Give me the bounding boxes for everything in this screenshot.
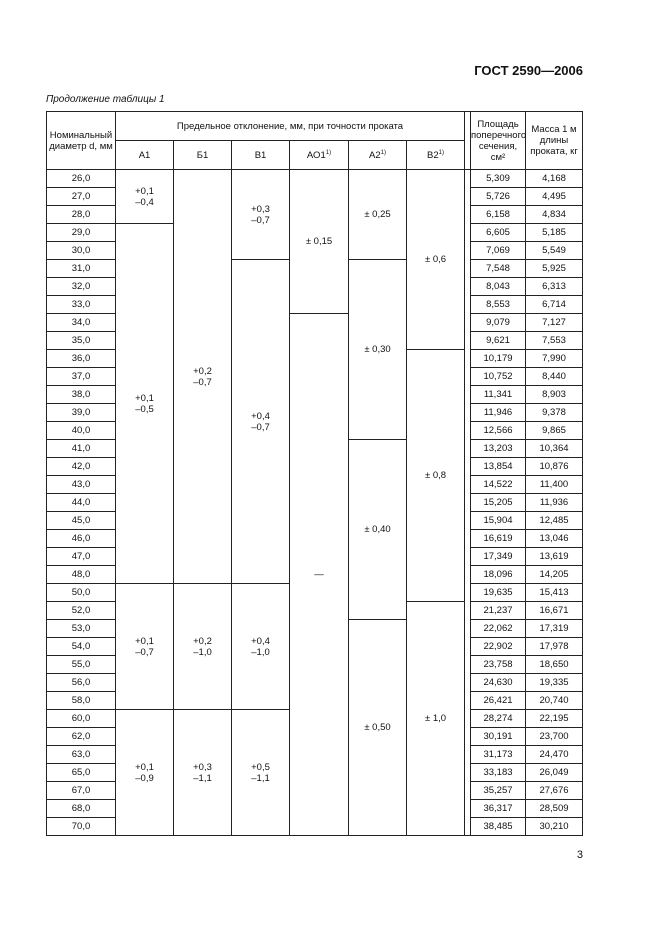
- diameter-cell: 70,0: [47, 818, 116, 836]
- mass-cell: 4,834: [526, 206, 583, 224]
- diameter-cell: 38,0: [47, 386, 116, 404]
- mass-cell: 4,168: [526, 170, 583, 188]
- upper-deviation: +0,2: [193, 365, 212, 377]
- diameter-cell: 62,0: [47, 728, 116, 746]
- area-cell: 13,203: [471, 440, 526, 458]
- mass-cell: 10,364: [526, 440, 583, 458]
- area-cell: 28,274: [471, 710, 526, 728]
- area-cell: 16,619: [471, 530, 526, 548]
- area-cell: 19,635: [471, 584, 526, 602]
- area-cell: 8,043: [471, 278, 526, 296]
- class-header-ao1: АО1$^{1)}$: [290, 141, 349, 170]
- tolerance-cell-a1: [116, 170, 174, 224]
- diameter-cell: 50,0: [47, 584, 116, 602]
- diameter-cell: 47,0: [47, 548, 116, 566]
- diameter-cell: 58,0: [47, 692, 116, 710]
- lower-deviation: –0,5: [135, 403, 154, 415]
- upper-deviation: +0,1: [135, 392, 154, 404]
- mass-cell: 7,553: [526, 332, 583, 350]
- table-row: [47, 170, 583, 188]
- area-cell: 18,096: [471, 566, 526, 584]
- mass-cell: 14,205: [526, 566, 583, 584]
- area-cell: 26,421: [471, 692, 526, 710]
- mass-cell: 13,046: [526, 530, 583, 548]
- diameter-cell: 52,0: [47, 602, 116, 620]
- tolerance-cell-a2: ± 0,50: [349, 620, 407, 836]
- tolerance-cell-b2: ± 1,0: [407, 602, 465, 836]
- tolerance-cell-b2: ± 0,6: [407, 170, 465, 350]
- diameter-cell: 29,0: [47, 224, 116, 242]
- area-cell: 17,349: [471, 548, 526, 566]
- upper-deviation: +0,4: [251, 410, 270, 422]
- mass-cell: 13,619: [526, 548, 583, 566]
- lower-deviation: –0,7: [251, 421, 270, 433]
- area-cell: 15,205: [471, 494, 526, 512]
- mass-cell: 17,319: [526, 620, 583, 638]
- class-header-a1: А1: [116, 141, 174, 170]
- diameter-cell: 34,0: [47, 314, 116, 332]
- mass-cell: 11,400: [526, 476, 583, 494]
- area-cell: 33,183: [471, 764, 526, 782]
- table-body: [47, 170, 583, 836]
- mass-cell: 30,210: [526, 818, 583, 836]
- diameter-cell: 56,0: [47, 674, 116, 692]
- tolerance-cell-ao1: ± 0,15: [290, 170, 349, 314]
- footnote-mark: 1): [325, 149, 332, 156]
- area-cell: 38,485: [471, 818, 526, 836]
- diameter-cell: 60,0: [47, 710, 116, 728]
- lower-deviation: –0,4: [135, 196, 154, 208]
- mass-cell: 17,978: [526, 638, 583, 656]
- lower-deviation: –1,1: [193, 772, 212, 784]
- area-cell: 10,179: [471, 350, 526, 368]
- area-cell: 14,522: [471, 476, 526, 494]
- class-header-v1: В1: [232, 141, 290, 170]
- mass-cell: 20,740: [526, 692, 583, 710]
- upper-deviation: +0,4: [251, 635, 270, 647]
- upper-deviation: +0,3: [193, 761, 212, 773]
- area-cell: 6,605: [471, 224, 526, 242]
- diameter-cell: 65,0: [47, 764, 116, 782]
- upper-deviation: +0,1: [135, 185, 154, 197]
- area-cell: 9,621: [471, 332, 526, 350]
- upper-deviation: +0,1: [135, 635, 154, 647]
- upper-deviation: +0,5: [251, 761, 270, 773]
- mass-cell: 15,413: [526, 584, 583, 602]
- area-cell: 30,191: [471, 728, 526, 746]
- diameter-cell: 35,0: [47, 332, 116, 350]
- mass-cell: 7,990: [526, 350, 583, 368]
- area-cell: 5,309: [471, 170, 526, 188]
- mass-cell: 8,903: [526, 386, 583, 404]
- diameter-cell: 37,0: [47, 368, 116, 386]
- mass-cell: 28,509: [526, 800, 583, 818]
- tolerance-cell-a2: ± 0,40: [349, 440, 407, 620]
- area-cell: 7,069: [471, 242, 526, 260]
- mass-cell: 23,700: [526, 728, 583, 746]
- footnote-mark: 1): [380, 149, 386, 156]
- area-cell: 10,752: [471, 368, 526, 386]
- tolerance-cell-a1: [116, 710, 174, 836]
- area-cell: 31,173: [471, 746, 526, 764]
- area-cell: 24,630: [471, 674, 526, 692]
- lower-deviation: –1,0: [193, 646, 212, 658]
- diameter-cell: 26,0: [47, 170, 116, 188]
- mass-cell: 9,378: [526, 404, 583, 422]
- tolerance-cell-v1: [232, 584, 290, 710]
- diameter-cell: 68,0: [47, 800, 116, 818]
- diameter-cell: 41,0: [47, 440, 116, 458]
- area-cell: 22,062: [471, 620, 526, 638]
- area-cell: 21,237: [471, 602, 526, 620]
- diameter-cell: 27,0: [47, 188, 116, 206]
- tolerance-cell-v1: [232, 260, 290, 584]
- mass-cell: 11,936: [526, 494, 583, 512]
- mass-cell: 7,127: [526, 314, 583, 332]
- mass-cell: 10,876: [526, 458, 583, 476]
- class-header-b2: В2$^{1)}$: [407, 141, 465, 170]
- page-number: 3: [576, 849, 583, 861]
- diameter-cell: 55,0: [47, 656, 116, 674]
- upper-deviation: +0,2: [193, 635, 212, 647]
- tolerance-cell-v1: [232, 170, 290, 260]
- mass-cell: 19,335: [526, 674, 583, 692]
- diameter-cell: 36,0: [47, 350, 116, 368]
- diameter-cell: 53,0: [47, 620, 116, 638]
- area-cell: 15,904: [471, 512, 526, 530]
- diameter-cell: 48,0: [47, 566, 116, 584]
- lower-deviation: –0,7: [251, 214, 270, 226]
- mass-cell: 18,650: [526, 656, 583, 674]
- lower-deviation: –1,0: [251, 646, 270, 658]
- area-cell: 9,079: [471, 314, 526, 332]
- class-header-a2: А2$^{1)}$: [349, 141, 407, 170]
- upper-deviation: +0,1: [135, 761, 154, 773]
- diameter-cell: 33,0: [47, 296, 116, 314]
- diameter-cell: 28,0: [47, 206, 116, 224]
- tolerance-cell-b2: ± 0,8: [407, 350, 465, 602]
- tolerance-cell-v1: [232, 710, 290, 836]
- lower-deviation: –1,1: [251, 772, 270, 784]
- tolerance-cell-a1: [116, 584, 174, 710]
- mass-cell: 4,495: [526, 188, 583, 206]
- mass-cell: 22,195: [526, 710, 583, 728]
- lower-deviation: –0,9: [135, 772, 154, 784]
- area-cell: 13,854: [471, 458, 526, 476]
- diameter-cell: 43,0: [47, 476, 116, 494]
- tolerance-cell-b1: [174, 584, 232, 710]
- diameter-cell: 32,0: [47, 278, 116, 296]
- diameter-cell: 67,0: [47, 782, 116, 800]
- area-cell: 23,758: [471, 656, 526, 674]
- area-cell: 22,902: [471, 638, 526, 656]
- deviation-group-header: Предельное отклонение, мм, при точности проката: [116, 112, 465, 141]
- area-cell: 6,158: [471, 206, 526, 224]
- mass-cell: 27,676: [526, 782, 583, 800]
- diameter-cell: 40,0: [47, 422, 116, 440]
- area-cell: 7,548: [471, 260, 526, 278]
- diameter-cell: 45,0: [47, 512, 116, 530]
- tolerance-table: [46, 111, 583, 836]
- footnote-mark: 1): [438, 149, 444, 156]
- lower-deviation: –0,7: [193, 376, 212, 388]
- document-id: ГОСТ 2590—2006: [474, 63, 583, 78]
- diameter-cell: 30,0: [47, 242, 116, 260]
- diameter-cell: 31,0: [47, 260, 116, 278]
- mass-header: Масса 1 м длины проката, кг: [526, 112, 583, 170]
- area-cell: 35,257: [471, 782, 526, 800]
- mass-cell: 8,440: [526, 368, 583, 386]
- tolerance-cell-a1: [116, 224, 174, 584]
- area-header: Площадь поперечного сечения, см²: [471, 112, 526, 170]
- tolerance-cell-b1: [174, 170, 232, 584]
- diameter-cell: 42,0: [47, 458, 116, 476]
- diameter-cell: 44,0: [47, 494, 116, 512]
- mass-cell: 5,549: [526, 242, 583, 260]
- mass-cell: 12,485: [526, 512, 583, 530]
- area-cell: 36,317: [471, 800, 526, 818]
- diameter-cell: 54,0: [47, 638, 116, 656]
- area-cell: 11,946: [471, 404, 526, 422]
- mass-cell: 6,714: [526, 296, 583, 314]
- area-cell: 11,341: [471, 386, 526, 404]
- table-caption: Продолжение таблицы 1: [46, 94, 165, 105]
- diameter-cell: 46,0: [47, 530, 116, 548]
- diameter-cell: 39,0: [47, 404, 116, 422]
- mass-cell: 26,049: [526, 764, 583, 782]
- area-cell: 5,726: [471, 188, 526, 206]
- mass-cell: 16,671: [526, 602, 583, 620]
- mass-cell: 5,925: [526, 260, 583, 278]
- mass-cell: 24,470: [526, 746, 583, 764]
- class-header-b1: Б1: [174, 141, 232, 170]
- tolerance-cell-a2: ± 0,30: [349, 260, 407, 440]
- mass-cell: 9,865: [526, 422, 583, 440]
- diameter-cell: 63,0: [47, 746, 116, 764]
- tolerance-cell-ao1: —: [290, 314, 349, 836]
- diameter-header: Номинальный диаметр d, мм: [47, 112, 116, 170]
- upper-deviation: +0,3: [251, 203, 270, 215]
- area-cell: 8,553: [471, 296, 526, 314]
- tolerance-cell-a2: ± 0,25: [349, 170, 407, 260]
- area-cell: 12,566: [471, 422, 526, 440]
- tolerance-cell-b1: [174, 710, 232, 836]
- mass-cell: 6,313: [526, 278, 583, 296]
- mass-cell: 5,185: [526, 224, 583, 242]
- lower-deviation: –0,7: [135, 646, 154, 658]
